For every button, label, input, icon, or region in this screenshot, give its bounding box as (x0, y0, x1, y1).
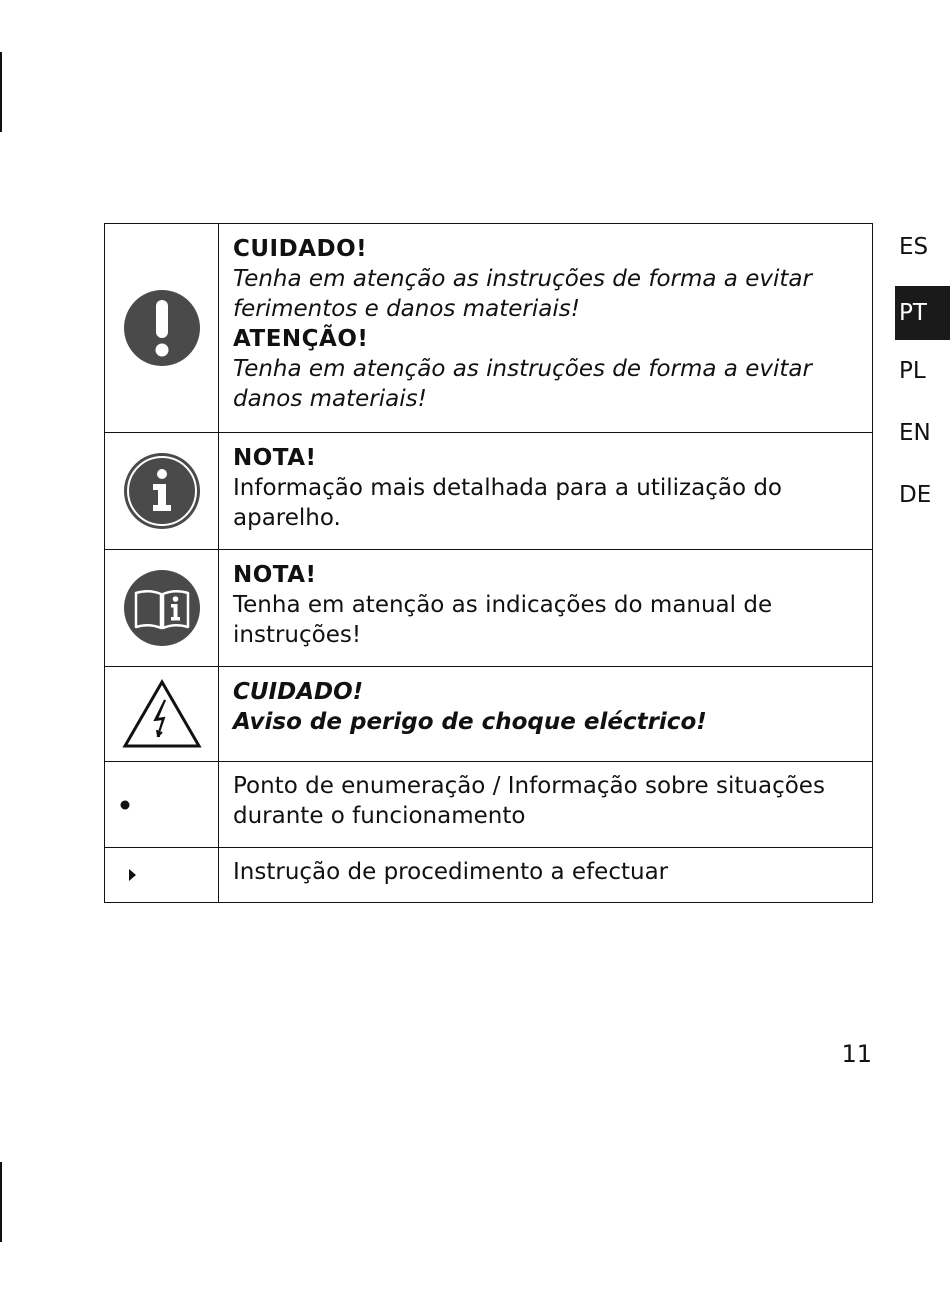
symbol-description (219, 224, 873, 433)
symbol-description (219, 762, 873, 848)
caution-title: CUIDADO! (233, 679, 364, 705)
language-tabs (895, 224, 950, 534)
tab-en[interactable]: EN (899, 420, 931, 446)
manual-book-icon (122, 568, 202, 648)
icon-cell (105, 550, 219, 667)
info-circle-icon (122, 451, 202, 531)
note-title: NOTA! (233, 445, 317, 471)
tab-pt[interactable]: PT (895, 286, 950, 340)
attention-text: Tenha em atenção as instruções de forma a evitar danos materiais! (233, 356, 812, 412)
exclamation-circle-icon (122, 288, 202, 368)
table-row (105, 848, 873, 903)
note-title: NOTA! (233, 562, 317, 588)
symbol-legend-table (104, 223, 873, 903)
icon-cell (105, 433, 219, 550)
electric-shock-warning-icon (121, 678, 203, 750)
page-number: 11 (841, 1040, 872, 1068)
icon-cell (105, 762, 219, 848)
icon-cell (105, 224, 219, 433)
table-row (105, 433, 873, 550)
crop-mark-top (0, 52, 2, 132)
crop-mark-bottom (0, 1162, 2, 1242)
table-row (105, 667, 873, 762)
table-row (105, 762, 873, 848)
tab-de[interactable]: DE (899, 482, 932, 508)
caution-text: Tenha em atenção as instruções de forma a evitar ferimentos e danos materiais! (233, 266, 812, 322)
note-text: Tenha em atenção as indicações do manual de instruções! (233, 592, 773, 648)
symbol-description (219, 550, 873, 667)
symbol-description (219, 848, 873, 903)
table-row (105, 224, 873, 433)
triangle-arrow-icon (127, 868, 137, 882)
icon-cell (105, 667, 219, 762)
attention-title: ATENÇÃO! (233, 326, 369, 352)
bullet-text: Ponto de enumeração / Informação sobre situações durante o funcionamento (233, 773, 825, 829)
tab-pl[interactable]: PL (899, 358, 926, 384)
table-row (105, 550, 873, 667)
icon-cell (105, 848, 219, 903)
symbol-description (219, 433, 873, 550)
step-text: Instrução de procedimento a efectuar (233, 859, 669, 885)
bullet-dot-icon (119, 799, 131, 811)
note-text: Informação mais detalhada para a utilização do aparelho. (233, 475, 783, 531)
symbol-description (219, 667, 873, 762)
caution-title: CUIDADO! (233, 236, 368, 262)
tab-es[interactable]: ES (899, 234, 929, 260)
shock-warning-text: Aviso de perigo de choque eléctrico! (233, 709, 707, 735)
